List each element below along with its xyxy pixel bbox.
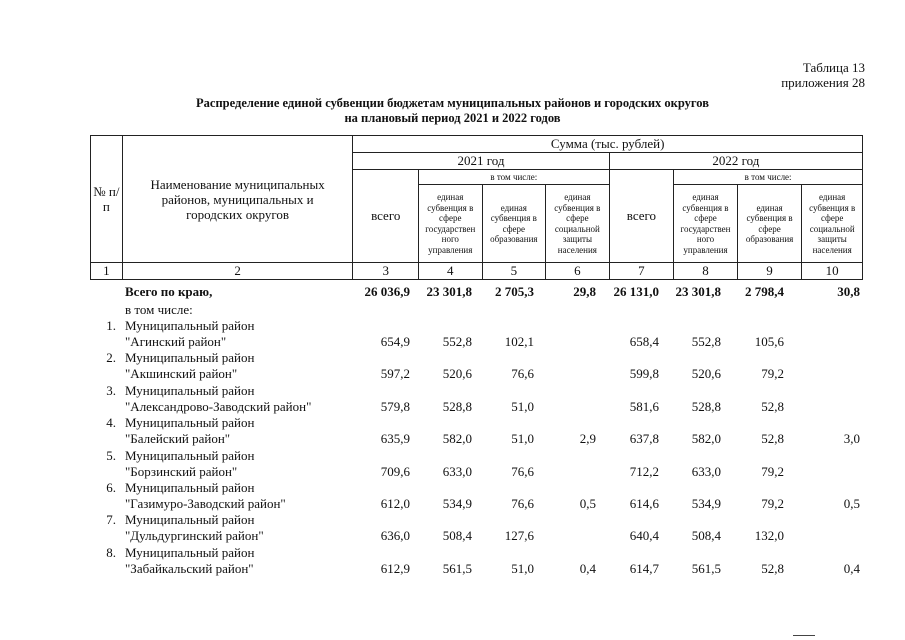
col-number: 7 [609,263,674,280]
row-name-line1: Муниципальный район [125,350,255,365]
col-number: 2 [122,263,353,280]
value-cell: 51,0 [511,399,534,414]
value-cell: 614,7 [629,561,659,576]
value-cell: 76,6 [511,496,534,511]
col-number: 10 [802,263,863,280]
edu-2021-header: единая субвенция в сфере образования [482,185,546,263]
value-cell: 709,6 [380,464,410,479]
total-cell: 23 301,8 [426,284,472,299]
table-row [90,545,863,561]
col-number: 3 [353,263,419,280]
row-name-line2: "Дульдургинский район" [125,528,264,543]
value-cell: 102,1 [504,334,534,349]
row-name-line1: Муниципальный район [125,512,255,527]
value-cell: 508,4 [442,528,472,543]
totals-row [90,284,863,300]
value-cell: 2,9 [579,431,596,446]
value-cell: 0,5 [843,496,860,511]
row-number: 1. [106,318,116,333]
row-name-line2: "Борзинский район" [125,464,238,479]
row-name-line2: "Агинский район" [125,334,227,349]
value-cell: 640,4 [629,528,659,543]
value-cell: 633,0 [691,464,721,479]
soc-2022-header: единая субвенция в сфере социальной защиты населения [802,185,863,263]
value-cell: 582,0 [442,431,472,446]
col-number: 9 [737,263,802,280]
table-number: Таблица 13 [802,60,865,75]
value-cell: 582,0 [691,431,721,446]
row-name-line1: Муниципальный район [125,480,255,495]
table-row-values [90,366,863,382]
row-name-line2: "Забайкальский район" [125,561,254,576]
row-number: 8. [106,545,116,560]
value-cell: 508,4 [691,528,721,543]
total-cell: 30,8 [837,284,860,299]
table-row [90,383,863,399]
col-name-header: Наименование муниципальных районов, муниципальных и городских округов [122,136,353,263]
total-cell: 23 301,8 [675,284,721,299]
row-number: 4. [106,415,116,430]
value-cell: 79,2 [761,366,784,381]
subvention-table-header [90,135,863,280]
gov-2022-header: единая субвенция в сфере государствен ного управления [674,185,738,263]
value-cell: 579,8 [380,399,410,414]
row-number: 2. [106,350,116,365]
value-cell: 79,2 [761,496,784,511]
total-2021-header: всего [353,170,419,263]
value-cell: 614,6 [629,496,659,511]
total-cell: 26 131,0 [613,284,659,299]
value-cell: 528,8 [691,399,721,414]
row-name-line1: Муниципальный район [125,448,255,463]
document-subtitle: на плановый период 2021 и 2022 годов [344,111,561,125]
table-row-values [90,334,863,350]
value-cell: 3,0 [843,431,860,446]
year-2021-header: 2021 год [353,153,609,170]
value-cell: 528,8 [442,399,472,414]
incl-2021-header: в том числе: [419,170,610,185]
col-number: 8 [674,263,738,280]
incl-2022-header: в том числе: [674,170,863,185]
total-2022-header: всего [609,170,674,263]
value-cell: 52,8 [761,399,784,414]
appendix-label: приложения 28 [781,75,865,90]
row-number: 7. [106,512,116,527]
value-cell: 599,8 [629,366,659,381]
value-cell: 552,8 [442,334,472,349]
value-cell: 636,0 [380,528,410,543]
value-cell: 712,2 [629,464,659,479]
row-name-line2: "Александрово-Заводский район" [125,399,312,414]
value-cell: 654,9 [380,334,410,349]
value-cell: 520,6 [691,366,721,381]
total-cell: 29,8 [573,284,596,299]
row-name-line1: Муниципальный район [125,545,255,560]
table-row-values [90,561,863,577]
row-name-line2: "Газимуро-Заводский район" [125,496,286,511]
row-name-line2: "Акшинский район" [125,366,238,381]
col-number: 1 [91,263,123,280]
value-cell: 612,0 [380,496,410,511]
col-number: 5 [482,263,546,280]
value-cell: 105,6 [754,334,784,349]
table-row-values [90,399,863,415]
value-cell: 52,8 [761,561,784,576]
table-row [90,480,863,496]
value-cell: 132,0 [754,528,784,543]
row-number: 6. [106,480,116,495]
table-row-values [90,496,863,512]
value-cell: 581,6 [629,399,659,414]
value-cell: 633,0 [442,464,472,479]
total-cell: 2 705,3 [495,284,534,299]
incl-label: в том числе: [125,302,193,317]
table-row [90,318,863,334]
value-cell: 534,9 [442,496,472,511]
table-row [90,448,863,464]
total-cell: 2 798,4 [745,284,784,299]
row-name-line1: Муниципальный район [125,318,255,333]
table-row-values [90,431,863,447]
value-cell: 76,6 [511,464,534,479]
value-cell: 127,6 [504,528,534,543]
value-cell: 76,6 [511,366,534,381]
table-row-values [90,528,863,544]
value-cell: 520,6 [442,366,472,381]
soc-2021-header: единая субвенция в сфере социальной защиты населения [546,185,610,263]
table-row-values [90,464,863,480]
year-2022-header: 2022 год [609,153,862,170]
row-name-line2: "Балейский район" [125,431,231,446]
value-cell: 0,4 [843,561,860,576]
value-cell: 612,9 [380,561,410,576]
value-cell: 597,2 [380,366,410,381]
gov-2021-header: единая субвенция в сфере государствен ного управления [419,185,483,263]
value-cell: 637,8 [629,431,659,446]
table-row [90,350,863,366]
total-cell: 26 036,9 [364,284,410,299]
table-row [90,512,863,528]
value-cell: 0,4 [579,561,596,576]
edu-2022-header: единая субвенция в сфере образования [737,185,802,263]
totals-label: Всего по краю, [125,284,213,299]
value-cell: 51,0 [511,561,534,576]
value-cell: 0,5 [579,496,596,511]
value-cell: 552,8 [691,334,721,349]
value-cell: 51,0 [511,431,534,446]
sum-header: Сумма (тыс. рублей) [353,136,863,153]
value-cell: 561,5 [442,561,472,576]
document-title: Распределение единой субвенции бюджетам муниципальных районов и городских округов [196,96,709,110]
col-num-header: № п/п [91,136,123,263]
row-number: 3. [106,383,116,398]
page-mark [793,635,815,636]
col-number: 6 [546,263,610,280]
value-cell: 52,8 [761,431,784,446]
table-row [90,415,863,431]
row-name-line1: Муниципальный район [125,383,255,398]
value-cell: 79,2 [761,464,784,479]
value-cell: 534,9 [691,496,721,511]
value-cell: 561,5 [691,561,721,576]
col-number: 4 [419,263,483,280]
value-cell: 658,4 [629,334,659,349]
row-number: 5. [106,448,116,463]
row-name-line1: Муниципальный район [125,415,255,430]
value-cell: 635,9 [380,431,410,446]
